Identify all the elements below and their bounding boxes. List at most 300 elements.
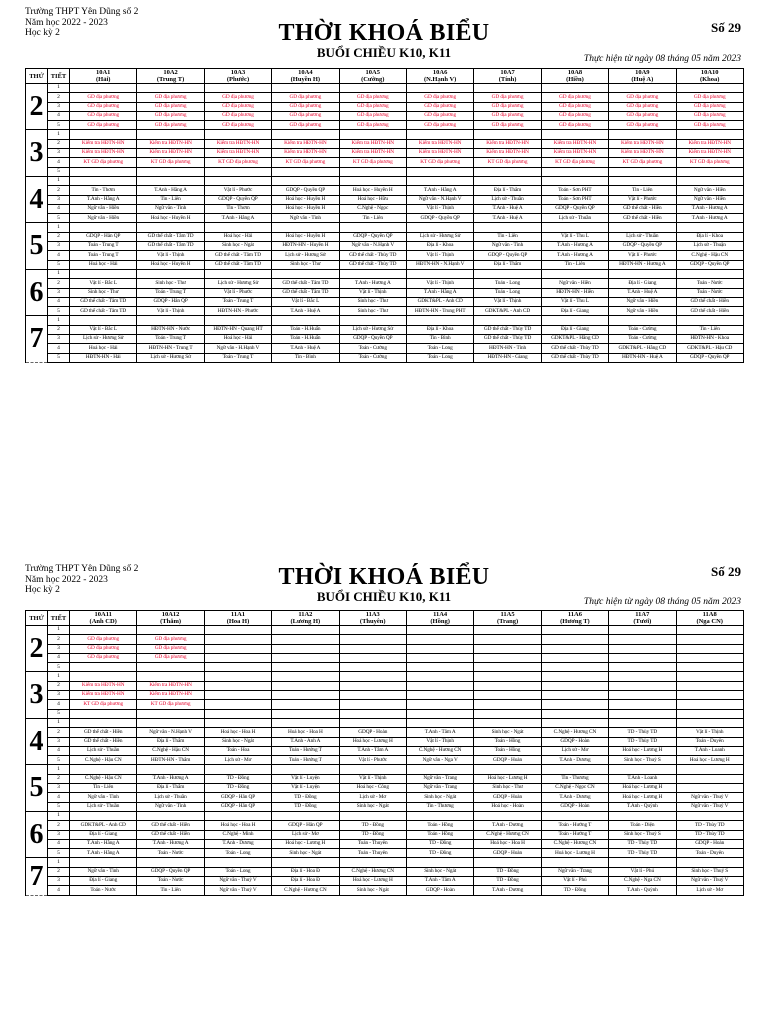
schedule-cell — [474, 130, 541, 139]
schedule-cell: Hoá học - Lương H — [339, 877, 406, 886]
schedule-cell — [676, 811, 743, 820]
schedule-cell: GD thể chất - Hiền — [137, 821, 204, 830]
schedule-cell: GDKT&PL - Hằng CD — [541, 335, 608, 344]
period-number: 3 — [48, 784, 70, 793]
schedule-cell — [609, 316, 676, 325]
col-header-day: THỨ — [26, 69, 48, 84]
day-label: 6 — [26, 811, 48, 857]
period-number: 1 — [48, 176, 70, 185]
schedule-cell: Toán - Nước — [70, 886, 137, 895]
schedule-cell — [406, 653, 473, 662]
schedule-cell: Ngữ văn - H.Hạnh V — [204, 344, 271, 353]
schedule-cell: GDQP - Hoàn — [541, 802, 608, 811]
schedule-cell — [272, 653, 339, 662]
schedule-cell: GD địa phương — [137, 653, 204, 662]
schedule-cell: T.Anh - Hằng A — [137, 186, 204, 195]
schedule-cell — [70, 858, 137, 867]
schedule-cell — [609, 167, 676, 176]
schedule-cell — [609, 653, 676, 662]
period-number: 3 — [48, 644, 70, 653]
schedule-cell: GDQP - Hoàn — [676, 839, 743, 848]
schedule-cell: Sinh học - Ngát — [204, 737, 271, 746]
schedule-cell: GD địa phương — [609, 102, 676, 111]
schedule-cell — [676, 223, 743, 232]
schedule-cell — [339, 663, 406, 672]
class-name: 11A2 — [298, 611, 313, 618]
schedule-cell — [339, 167, 406, 176]
schedule-cell: C.Nghệ - Hương CN — [406, 746, 473, 755]
schedule-cell: Lịch sử - Mơ — [272, 830, 339, 839]
schedule-cell: Hoá học - Hữu — [339, 195, 406, 204]
schedule-cell: GDQP - Hân QP — [70, 232, 137, 241]
schedule-cell: Toán - Trung T — [70, 251, 137, 260]
schedule-cell: T.Anh - Loanh — [676, 746, 743, 755]
schedule-cell: T.Anh - Hằng A — [204, 214, 271, 223]
schedule-cell — [272, 644, 339, 653]
schedule-cell — [609, 811, 676, 820]
schedule-cell: Lịch sử - Mơ — [204, 756, 271, 765]
schedule-cell: Sinh học - Ngát — [406, 867, 473, 876]
schedule-cell — [204, 167, 271, 176]
schedule-cell: Toán - Hồng — [406, 830, 473, 839]
class-teacher: (Phước) — [226, 76, 250, 83]
school-term: Học kỳ 2 — [25, 28, 60, 38]
schedule-cell: T.Anh - Hương A — [541, 242, 608, 251]
schedule-cell — [676, 672, 743, 681]
schedule-cell: Toán - Long — [204, 867, 271, 876]
schedule-cell — [406, 176, 473, 185]
schedule-cell: Kiểm tra HĐTN-HN — [70, 681, 137, 690]
schedule-cell — [406, 709, 473, 718]
schedule-cell — [406, 811, 473, 820]
schedule-cell: Lịch sử - Hương Sử — [70, 335, 137, 344]
schedule-cell: GD địa phương — [676, 121, 743, 130]
schedule-cell: TD - Đồng — [339, 830, 406, 839]
schedule-cell — [272, 626, 339, 635]
schedule-cell — [474, 681, 541, 690]
schedule-cell: GDKT&PL - Hậu CD — [676, 344, 743, 353]
table-row — [26, 260, 744, 269]
schedule-cell: GD địa phương — [406, 93, 473, 102]
effective-date: Thực hiện từ ngày 08 tháng 05 năm 2023 — [583, 54, 741, 64]
schedule-cell: GDQP - Hân QP — [137, 297, 204, 306]
schedule-cell: KT GD địa phương — [541, 158, 608, 167]
table-row — [26, 784, 744, 793]
schedule-cell: Toán - Trung T — [137, 335, 204, 344]
schedule-cell: GDQP - Quyền QP — [609, 242, 676, 251]
document-number: Số 29 — [711, 20, 741, 35]
schedule-cell: GDKT&PL - Anh CD — [70, 821, 137, 830]
schedule-cell: GD địa phương — [137, 635, 204, 644]
schedule-cell: Vật lí - Thịnh — [406, 251, 473, 260]
table-row — [26, 653, 744, 662]
schedule-cell: Tin - Liên — [676, 325, 743, 334]
schedule-cell: Toán - Duyên — [676, 849, 743, 858]
period-number: 4 — [48, 111, 70, 120]
table-row — [26, 111, 744, 120]
day-label: 4 — [26, 176, 48, 222]
schedule-cell — [70, 269, 137, 278]
schedule-cell: GD địa phương — [541, 93, 608, 102]
schedule-cell: Kiểm tra HĐTN-HN — [676, 149, 743, 158]
schedule-cell — [609, 765, 676, 774]
col-header-class — [137, 611, 204, 626]
class-teacher: (Trang) — [496, 618, 519, 625]
table-row — [26, 149, 744, 158]
schedule-cell: Hoá học - Huyền H — [137, 260, 204, 269]
schedule-cell: Ngữ văn - Tình — [137, 204, 204, 213]
schedule-cell: GD thể chất - Tâm TD — [272, 279, 339, 288]
period-number: 2 — [48, 139, 70, 148]
schedule-cell: GD thể chất - Tâm TD — [204, 251, 271, 260]
schedule-cell: C.Nghệ - Minh — [204, 830, 271, 839]
schedule-cell: Hoá học - Huyền H — [272, 204, 339, 213]
schedule-cell: GD địa phương — [406, 121, 473, 130]
schedule-cell: KT GD địa phương — [204, 158, 271, 167]
schedule-cell: Vật lí - Thịnh — [137, 251, 204, 260]
schedule-cell — [609, 691, 676, 700]
schedule-cell: Sinh học - Thư — [474, 784, 541, 793]
schedule-cell: Địa lí - Giang — [541, 307, 608, 316]
schedule-cell: Toán - Long — [474, 279, 541, 288]
table-row — [26, 867, 744, 876]
schedule-cell: T.Anh - Hương A — [339, 279, 406, 288]
schedule-cell: Vật lí - Phước — [339, 756, 406, 765]
table-row — [26, 644, 744, 653]
schedule-cell: Lịch sử - Thuần — [70, 746, 137, 755]
period-number: 3 — [48, 830, 70, 839]
class-name: 10A1 — [95, 69, 111, 76]
schedule-cell: T.Anh - Hằng A — [70, 839, 137, 848]
schedule-cell — [474, 765, 541, 774]
schedule-cell: C.Nghệ - Hậu CN — [676, 251, 743, 260]
schedule-cell: GD địa phương — [474, 111, 541, 120]
schedule-cell: HĐTN-HN - Nước — [137, 325, 204, 334]
schedule-cell — [609, 672, 676, 681]
schedule-cell — [541, 709, 608, 718]
schedule-cell: T.Anh - Huệ A — [272, 307, 339, 316]
schedule-cell: KT GD địa phương — [474, 158, 541, 167]
table-row — [26, 325, 744, 334]
schedule-cell: Tin - Liên — [137, 195, 204, 204]
schedule-cell — [676, 635, 743, 644]
schedule-cell — [272, 635, 339, 644]
schedule-cell — [204, 691, 271, 700]
schedule-cell — [474, 811, 541, 820]
schedule-cell: Toán - Trung T — [204, 353, 271, 362]
schedule-cell — [272, 223, 339, 232]
day-label: 7 — [26, 316, 48, 362]
schedule-cell — [339, 700, 406, 709]
class-teacher: (Huyền H) — [290, 76, 321, 83]
schedule-cell — [137, 223, 204, 232]
schedule-cell — [339, 130, 406, 139]
table-row — [26, 251, 744, 260]
schedule-cell: Địa lí - Giang — [70, 830, 137, 839]
schedule-cell: Sinh học - Thư — [339, 307, 406, 316]
schedule-cell — [204, 681, 271, 690]
schedule-cell — [474, 691, 541, 700]
schedule-cell: C.Nghệ - Hậu CN — [137, 746, 204, 755]
schedule-cell: T.Anh - Dương — [204, 839, 271, 848]
class-name: 10A10 — [700, 69, 719, 76]
schedule-cell: Địa lí - Thắm — [474, 260, 541, 269]
schedule-cell: Kiểm tra HĐTN-HN — [339, 149, 406, 158]
table-row — [26, 849, 744, 858]
schedule-cell: T.Anh - Anh A — [272, 737, 339, 746]
col-header-class — [137, 69, 204, 84]
day-label: 3 — [26, 130, 48, 176]
schedule-cell: Lịch sử - Mơ — [541, 746, 608, 755]
schedule-cell: GD thể chất - Thùy TD — [541, 344, 608, 353]
schedule-cell — [204, 316, 271, 325]
class-teacher: (Tính) — [498, 76, 517, 83]
schedule-cell: Tin - Liên — [541, 260, 608, 269]
schedule-cell: Kiểm tra HĐTN-HN — [272, 149, 339, 158]
schedule-cell — [406, 663, 473, 672]
period-number: 2 — [48, 325, 70, 334]
schedule-cell: GDQP - Hân QP — [272, 821, 339, 830]
schedule-cell: GD thể chất - Thùy TD — [474, 335, 541, 344]
day-label: 3 — [26, 672, 48, 718]
schedule-cell — [339, 765, 406, 774]
schedule-cell: GD địa phương — [406, 111, 473, 120]
header-row — [26, 69, 744, 84]
schedule-cell: Ngữ văn - Nga V — [406, 756, 473, 765]
schedule-cell: Lịch sử - Thuần — [70, 802, 137, 811]
schedule-cell — [272, 316, 339, 325]
period-number: 2 — [48, 279, 70, 288]
schedule-cell — [137, 858, 204, 867]
schedule-cell — [406, 858, 473, 867]
schedule-cell: T.Anh - Quỳnh — [609, 802, 676, 811]
schedule-cell: Toán - Hướng T — [272, 756, 339, 765]
class-teacher: (N.Hạnh V) — [423, 76, 457, 83]
schedule-cell: GDQP - Quyền QP — [339, 335, 406, 344]
schedule-cell: Toán - Cường — [339, 344, 406, 353]
schedule-cell: T.Anh - Dương — [474, 886, 541, 895]
schedule-cell — [204, 700, 271, 709]
schedule-cell: Vật lí - Phước — [609, 195, 676, 204]
schedule-cell: GDQP - Hoàn — [474, 849, 541, 858]
class-name: 10A9 — [635, 69, 650, 76]
schedule-cell: Toán - Nước — [137, 849, 204, 858]
schedule-cell: Sinh học - Ngát — [339, 886, 406, 895]
schedule-cell — [70, 672, 137, 681]
class-name: 11A4 — [433, 611, 448, 618]
schedule-cell: Kiểm tra HĐTN-HN — [70, 149, 137, 158]
col-header-class — [541, 69, 608, 84]
table-row — [26, 635, 744, 644]
schedule-cell: GDKT&PL - Anh CD — [406, 297, 473, 306]
class-teacher: (Hương T) — [560, 618, 590, 625]
period-number: 4 — [48, 204, 70, 213]
schedule-cell: TD - Thùy TD — [676, 830, 743, 839]
schedule-cell — [474, 269, 541, 278]
schedule-cell: GDQP - Quyền QP — [137, 867, 204, 876]
schedule-cell — [70, 223, 137, 232]
schedule-cell: Vật lí - Thu L — [541, 232, 608, 241]
schedule-cell: Kiểm tra HĐTN-HN — [609, 149, 676, 158]
schedule-cell: GD địa phương — [70, 635, 137, 644]
period-number: 2 — [48, 186, 70, 195]
schedule-cell: Kiểm tra HĐTN-HN — [70, 139, 137, 148]
schedule-cell: GDQP - Quyền QP — [272, 186, 339, 195]
table-row — [26, 663, 744, 672]
table-row — [26, 839, 744, 848]
table-row — [26, 774, 744, 783]
schedule-cell: Hoá học - Hoa H — [272, 728, 339, 737]
schedule-cell: Địa lí - Thắm — [474, 186, 541, 195]
schedule-cell — [204, 626, 271, 635]
schedule-cell: Ngữ văn - Trang — [406, 774, 473, 783]
period-number: 1 — [48, 626, 70, 635]
schedule-cell: Kiểm tra HĐTN-HN — [541, 149, 608, 158]
schedule-cell: Toán - Hướng T — [272, 746, 339, 755]
schedule-cell — [137, 672, 204, 681]
schedule-cell — [541, 176, 608, 185]
schedule-cell: GDKT&PL - Hằng CD — [609, 344, 676, 353]
schedule-cell — [70, 176, 137, 185]
schedule-cell: TD - Đồng — [272, 802, 339, 811]
schedule-cell: Sinh học - Thư — [272, 260, 339, 269]
col-header-day: THỨ — [26, 611, 48, 626]
schedule-cell: Hoá học - Công — [339, 784, 406, 793]
schedule-cell: Hoá học - Hoa H — [474, 839, 541, 848]
schedule-cell — [272, 663, 339, 672]
schedule-cell: TD - Đồng — [474, 877, 541, 886]
schedule-cell: TD - Đồng — [339, 821, 406, 830]
schedule-cell: Sinh học - Thư — [339, 297, 406, 306]
col-header-class — [339, 611, 406, 626]
schedule-cell: GD địa phương — [676, 93, 743, 102]
schedule-cell: GD thể chất - Hiền — [137, 830, 204, 839]
schedule-cell — [474, 858, 541, 867]
schedule-cell: Kiểm tra HĐTN-HN — [406, 149, 473, 158]
table-row — [26, 269, 744, 278]
schedule-cell: GDQP - Hoàn — [339, 728, 406, 737]
period-number: 3 — [48, 242, 70, 251]
class-name: 10A8 — [567, 69, 583, 76]
schedule-cell: Tin - Bình — [406, 335, 473, 344]
schedule-cell: GD địa phương — [137, 121, 204, 130]
schedule-cell: Kiểm tra HĐTN-HN — [676, 139, 743, 148]
schedule-cell — [70, 84, 137, 93]
col-header-class — [272, 69, 339, 84]
schedule-cell: Toán - Cường — [339, 353, 406, 362]
schedule-cell: Tin - Thương — [406, 802, 473, 811]
schedule-cell: HĐTN-HN - N.Hạnh V — [406, 260, 473, 269]
schedule-cell: GDQP - Quyền QP — [676, 260, 743, 269]
schedule-cell: Ngữ văn - Thuỷ V — [204, 886, 271, 895]
table-row — [26, 279, 744, 288]
class-name: 11A8 — [702, 611, 717, 618]
schedule-cell: TD - Thùy TD — [609, 849, 676, 858]
schedule-cell — [474, 653, 541, 662]
schedule-cell — [272, 691, 339, 700]
table-row — [26, 830, 744, 839]
schedule-cell — [70, 130, 137, 139]
schedule-cell: Tin - Bình — [272, 353, 339, 362]
schedule-cell: Tin - Liên — [70, 784, 137, 793]
period-number: 2 — [48, 867, 70, 876]
table-row — [26, 821, 744, 830]
schedule-cell — [204, 644, 271, 653]
schedule-cell: Kiểm tra HĐTN-HN — [609, 139, 676, 148]
schedule-cell — [137, 663, 204, 672]
schedule-cell — [541, 84, 608, 93]
schedule-cell: TD - Đồng — [204, 784, 271, 793]
schedule-cell: HĐTN-HN - Trung PHT — [406, 307, 473, 316]
schedule-cell — [137, 269, 204, 278]
schedule-cell: Vật lí - Phước — [204, 288, 271, 297]
table-row — [26, 297, 744, 306]
table-row — [26, 344, 744, 353]
period-number: 5 — [48, 353, 70, 362]
schedule-cell — [137, 718, 204, 727]
schedule-cell — [676, 784, 743, 793]
schedule-cell: Toán - Hướng T — [541, 830, 608, 839]
schedule-cell: Vật lí - Thịnh — [406, 737, 473, 746]
schedule-cell — [339, 84, 406, 93]
table-row — [26, 756, 744, 765]
schedule-cell — [406, 644, 473, 653]
schedule-cell — [609, 663, 676, 672]
table-row — [26, 793, 744, 802]
schedule-cell: Hoá học - Lương H — [609, 793, 676, 802]
schedule-cell: GD thể chất - Hiền — [609, 214, 676, 223]
col-header-class — [70, 611, 137, 626]
schedule-cell — [676, 700, 743, 709]
schedule-cell — [339, 681, 406, 690]
schedule-cell: HĐTN-HN - Giang — [474, 353, 541, 362]
schedule-cell — [70, 626, 137, 635]
table-row — [26, 353, 744, 362]
schedule-cell: Ngữ văn - Hiền — [541, 279, 608, 288]
class-teacher: (Hồng) — [430, 618, 450, 625]
schedule-cell: T.Anh - Huệ A — [272, 344, 339, 353]
day-label: 5 — [26, 765, 48, 811]
col-header-class — [676, 611, 743, 626]
schedule-cell: Vật lí - Phước — [204, 186, 271, 195]
schedule-cell: Lịch sử - Hương Sử — [272, 251, 339, 260]
schedule-cell: GD địa phương — [70, 111, 137, 120]
schedule-cell: TD - Đồng — [406, 839, 473, 848]
schedule-cell — [676, 691, 743, 700]
schedule-cell — [137, 765, 204, 774]
schedule-cell: GD thể chất - Hiền — [609, 204, 676, 213]
schedule-cell: GD thể chất - Thùy TD — [474, 325, 541, 334]
timetable-table — [25, 610, 744, 896]
schedule-cell — [272, 84, 339, 93]
schedule-cell: KT GD địa phương — [137, 158, 204, 167]
schedule-cell: Ngữ văn - Tình — [137, 802, 204, 811]
schedule-cell: C.Nghệ - Hương CN — [541, 728, 608, 737]
col-header-class — [204, 69, 271, 84]
table-row — [26, 765, 744, 774]
schedule-cell — [272, 130, 339, 139]
table-row — [26, 223, 744, 232]
schedule-cell — [70, 709, 137, 718]
table-row — [26, 681, 744, 690]
schedule-cell: Lịch sử - Thuần — [474, 195, 541, 204]
table-row — [26, 139, 744, 148]
period-number: 4 — [48, 700, 70, 709]
schedule-cell: TD - Đồng — [204, 774, 271, 783]
schedule-cell: Kiểm tra HĐTN-HN — [137, 681, 204, 690]
period-number: 1 — [48, 130, 70, 139]
schedule-cell: T.Anh - Tâm A — [339, 746, 406, 755]
